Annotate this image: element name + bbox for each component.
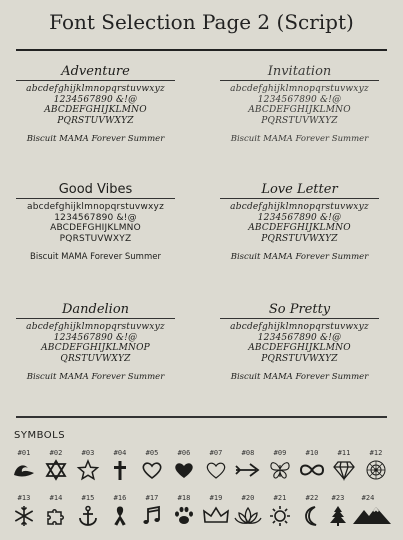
symbol-number: #21 <box>273 494 287 502</box>
font-panel-invitation <box>212 64 387 144</box>
symbol-17 <box>136 494 168 528</box>
font-name: Dandelion <box>16 302 175 319</box>
symbol-14 <box>40 494 72 528</box>
heart-outline-icon <box>140 459 164 481</box>
font-numbers: 1234567890 &!@ <box>257 212 342 223</box>
font-panel-dandelion <box>8 302 183 382</box>
symbol-number: #03 <box>81 449 95 457</box>
symbol-number: #10 <box>305 449 319 457</box>
title-divider <box>16 49 387 51</box>
symbol-number: #20 <box>241 494 255 502</box>
font-uppercase-1: ABCDEFGHIJKLMNO <box>44 105 147 115</box>
font-lowercase: abcdefghijklmnopqrstuvwxyz <box>230 322 369 332</box>
symbol-number: #19 <box>209 494 223 502</box>
font-uppercase-2: PQRSTUVWXYZ <box>261 233 338 244</box>
font-numbers: 1234567890 &!@ <box>257 332 342 343</box>
font-numbers: 1234567890 &!@ <box>54 212 137 223</box>
mandala-icon <box>364 459 388 481</box>
symbol-number: #18 <box>177 494 191 502</box>
symbol-number: #07 <box>209 449 223 457</box>
symbol-number: #05 <box>145 449 159 457</box>
font-uppercase-1: ABCDEFGHIJKLMNO <box>50 223 141 233</box>
paw-icon <box>172 504 196 528</box>
moon-icon <box>300 504 324 528</box>
infinity-icon <box>298 459 326 481</box>
symbol-number: #11 <box>337 449 351 457</box>
font-name: So Pretty <box>220 302 379 319</box>
symbol-02 <box>40 449 72 481</box>
diamond-icon <box>332 459 356 481</box>
wave-icon <box>12 459 36 481</box>
sun-icon <box>268 504 292 528</box>
symbol-12 <box>360 449 392 481</box>
font-uppercase-2: PQRSTUVWXYZ <box>57 115 134 126</box>
cross-icon <box>108 459 132 481</box>
font-numbers: 1234567890 &!@ <box>53 94 138 105</box>
lotus-icon <box>234 504 262 528</box>
symbol-number: #08 <box>241 449 255 457</box>
heart-outline-thin-icon <box>204 459 228 481</box>
font-lowercase: abcdefghijklmnopqrstuvwxyz <box>26 322 165 332</box>
font-panel-so-pretty <box>212 302 387 382</box>
symbol-07 <box>200 449 232 481</box>
font-uppercase-2: PQRSTUVWXYZ <box>59 233 132 244</box>
font-uppercase-1: ABCDEFGHIJKLMNOP <box>41 343 150 353</box>
symbol-03 <box>72 449 104 481</box>
heart-filled-icon <box>172 459 196 481</box>
font-name: Love Letter <box>220 182 379 199</box>
symbol-number: #13 <box>17 494 31 502</box>
font-uppercase-2: PQRSTUVWXYZ <box>261 115 338 126</box>
font-panel-love-letter <box>212 182 387 262</box>
crown-icon <box>202 504 230 528</box>
font-name: Adventure <box>16 64 175 81</box>
font-lowercase: abcdefghijklmnopqrstuvwxyz <box>230 84 369 94</box>
ribbon-icon <box>108 504 132 528</box>
font-uppercase-2: PQRSTUVWXYZ <box>261 353 338 364</box>
font-lowercase: abcdefghijklmnopqrstuvwxyz <box>26 84 165 94</box>
font-sample: Biscuit MAMA Forever Summer <box>30 252 161 262</box>
symbol-24 <box>352 494 384 528</box>
font-uppercase-1: ABCDEFGHIJKLMNO <box>248 343 351 353</box>
symbol-18 <box>168 494 200 528</box>
font-sample: Biscuit MAMA Forever Summer <box>26 372 165 382</box>
mountains-icon <box>352 504 392 528</box>
music-note-icon <box>140 504 164 528</box>
puzzle-icon <box>44 504 68 528</box>
symbol-16 <box>104 494 136 528</box>
font-panel-adventure <box>8 64 183 144</box>
font-numbers: 1234567890 &!@ <box>53 332 138 343</box>
symbol-number: #24 <box>361 494 375 502</box>
tree-icon <box>326 504 350 528</box>
arrow-icon <box>234 459 262 481</box>
font-name: Good Vibes <box>16 182 175 199</box>
font-lowercase: abcdefghijklmnopqrstuvwxyz <box>26 202 164 212</box>
symbol-09 <box>264 449 296 481</box>
symbol-05 <box>136 449 168 481</box>
symbol-number: #16 <box>113 494 127 502</box>
symbol-number: #22 <box>305 494 319 502</box>
symbol-20 <box>232 494 264 528</box>
symbol-number: #23 <box>331 494 345 502</box>
symbol-19 <box>200 494 232 528</box>
symbol-15 <box>72 494 104 528</box>
symbol-number: #04 <box>113 449 127 457</box>
font-name: Invitation <box>220 64 379 81</box>
butterfly-icon <box>268 459 292 481</box>
symbol-number: #02 <box>49 449 63 457</box>
symbol-13 <box>8 494 40 528</box>
symbol-number: #15 <box>81 494 95 502</box>
font-sample: Biscuit MAMA Forever Summer <box>26 134 165 144</box>
font-sample: Biscuit MAMA Forever Summer <box>230 252 369 262</box>
symbol-01 <box>8 449 40 481</box>
font-uppercase-2: QRSTUVWXYZ <box>60 353 131 364</box>
symbol-21 <box>264 494 296 528</box>
anchor-icon <box>76 504 100 528</box>
font-uppercase-1: ABCDEFGHIJKLMNO <box>248 223 351 233</box>
snowflake-icon <box>12 504 36 528</box>
star-of-david-icon <box>44 459 68 481</box>
symbol-08 <box>232 449 264 481</box>
symbol-06 <box>168 449 200 481</box>
symbol-number: #01 <box>17 449 31 457</box>
font-sample: Biscuit MAMA Forever Summer <box>230 372 369 382</box>
font-numbers: 1234567890 &!@ <box>257 94 342 105</box>
symbol-number: #14 <box>49 494 63 502</box>
font-lowercase: abcdefghijklmnopqrstuvwxyz <box>230 202 369 212</box>
symbol-number: #09 <box>273 449 287 457</box>
symbols-divider <box>16 416 387 418</box>
font-panel-good-vibes <box>8 182 183 262</box>
symbol-04 <box>104 449 136 481</box>
symbol-number: #17 <box>145 494 159 502</box>
symbol-10 <box>296 449 328 481</box>
symbols-title: SYMBOLS <box>14 430 66 441</box>
font-uppercase-1: ABCDEFGHIJKLMNO <box>248 105 351 115</box>
symbol-23 <box>322 494 354 528</box>
star-outline-icon <box>76 459 100 481</box>
symbol-11 <box>328 449 360 481</box>
symbol-number: #12 <box>369 449 383 457</box>
symbol-number: #06 <box>177 449 191 457</box>
font-sample: Biscuit MAMA Forever Summer <box>230 134 369 144</box>
page-title: Font Selection Page 2 (Script) <box>49 10 354 34</box>
